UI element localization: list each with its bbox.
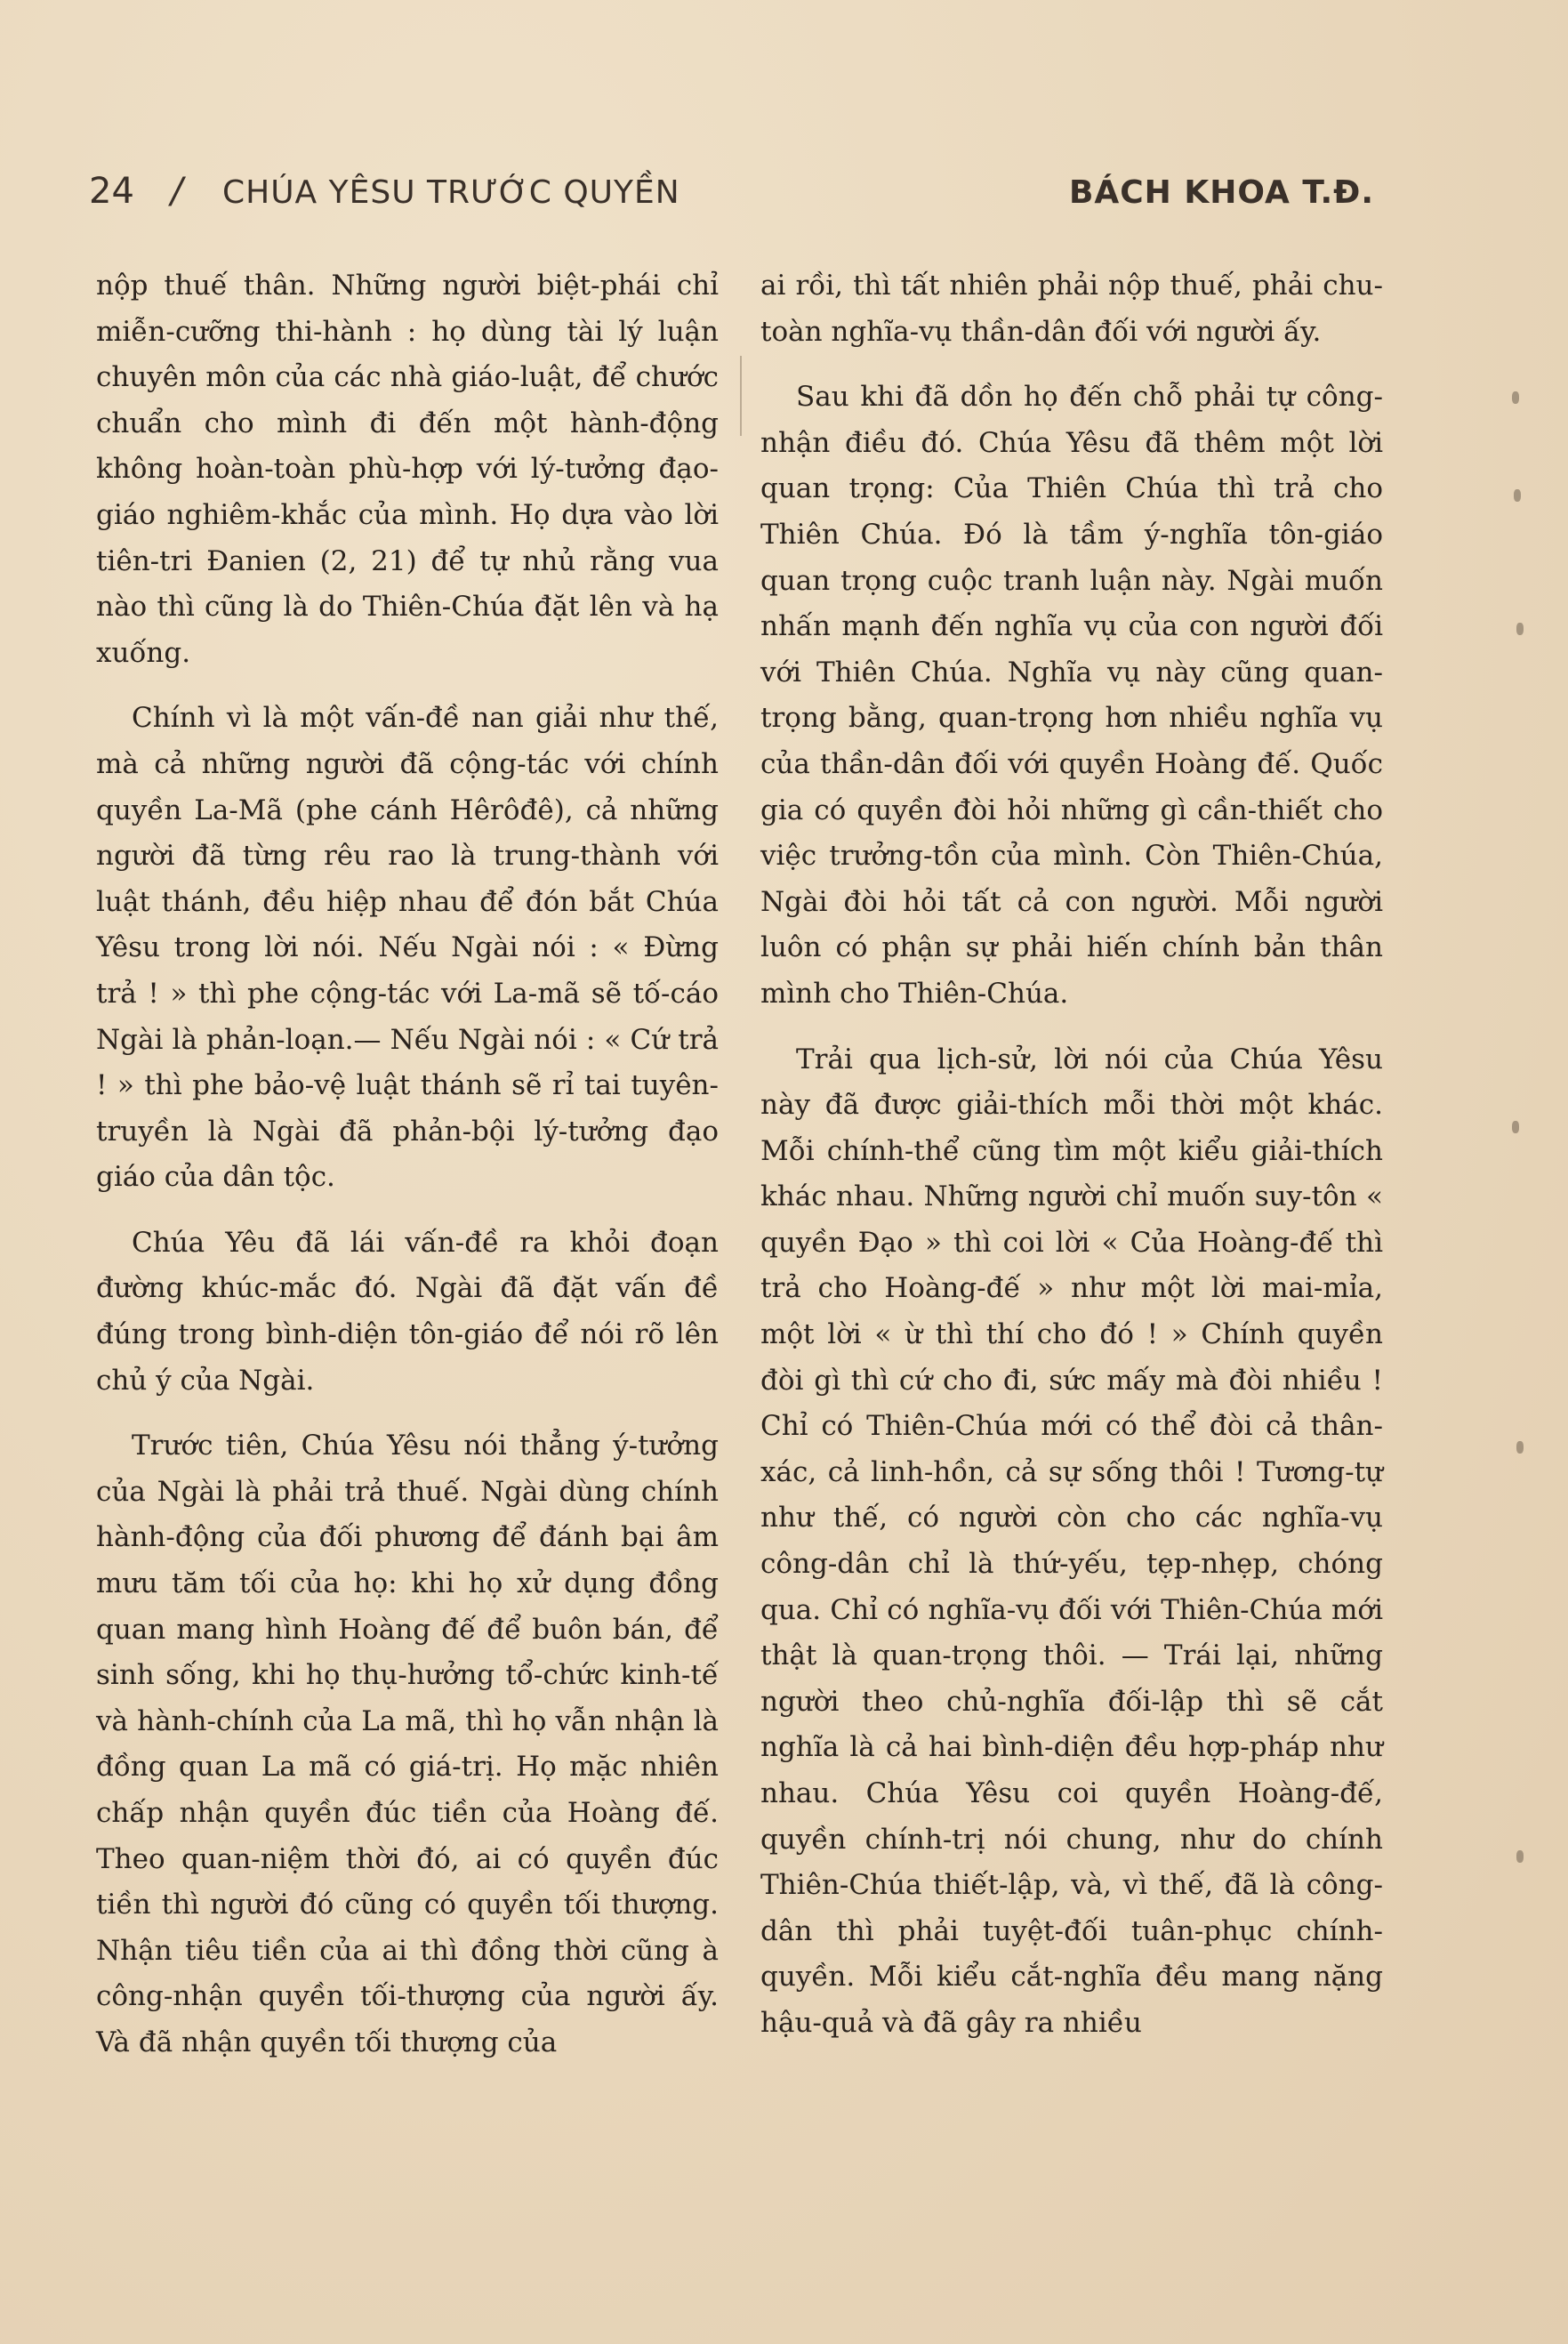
- left-column: [96, 263, 719, 2066]
- paper-speck: [1514, 489, 1521, 502]
- header-separator: /: [171, 171, 183, 212]
- paper-speck: [1512, 1121, 1519, 1133]
- paragraph: ai rồi, thì tất nhiên phải nộp thuế, phải chu-toàn nghĩa-vụ thần-dân đối với người ấy.: [760, 270, 1383, 348]
- paper-speck: [1516, 1850, 1524, 1863]
- right-column: [760, 263, 1383, 2047]
- page-header: [89, 171, 1374, 224]
- running-title: CHÚA YÊSU TRƯỚC QUYỀN: [222, 174, 680, 211]
- page-crease: [740, 356, 742, 436]
- paper-speck: [1512, 391, 1519, 404]
- paragraph: Trải qua lịch-sử, lời nói của Chúa Yêsu này đã được giải-thích mỗi thời một khác. Mỗi chính-thể cũng tìm một kiểu giải-thích khác nhau. Những người chỉ muốn suy-tôn « quyền Đạo » thì coi lời « Của Hoàng-đế thì trả cho Hoàng-đế » như một lời mai-mỉa, một lời « ừ thì thí cho đó ! » Chính quyền đòi gì thì cứ cho đi, sức mấy mà đòi nhiều ! Chỉ có Thiên-Chúa mới có thể đòi cả thân-xác, cả linh-hồn, cả sự sống thôi ! Tương-tự như thế, có người còn cho các nghĩa-vụ công-dân chỉ là thứ-yếu, tẹp-nhẹp, chóng qua. Chỉ có nghĩa-vụ đối với Thiên-Chúa mới thật là quan-trọng thôi. — Trái lại, những người theo chủ-nghĩa đối-lập thì sẽ cắt nghĩa là cả hai bình-diện đều hợp-pháp như nhau. Chúa Yêsu coi quyền Hoàng-đế, quyền chính-trị nói chung, như do chính Thiên-Chúa thiết-lập, và, vì thế, đã là công-dân thì phải tuyệt-đối tuân-phục chính-quyền. Mỗi kiểu cắt-nghĩa đều mang nặng hậu-quả và đã gây ra nhiều: [760, 1043, 1383, 2039]
- paragraph: Sau khi đã dồn họ đến chỗ phải tự công-nhận điều đó. Chúa Yêsu đã thêm một lời quan trọng: Của Thiên Chúa thì trả cho Thiên Chúa. Đó là tầm ý-nghĩa tôn-giáo quan trọng cuộc tranh luận này. Ngài muốn nhấn mạnh đến nghĩa vụ của con người đối với Thiên Chúa. Nghĩa vụ này cũng quan-trọng bằng, quan-trọng hơn nhiều nghĩa vụ của thần-dân đối với quyền Hoàng đế. Quốc gia có quyền đòi hỏi những gì cần-thiết cho việc trưởng-tồn của mình. Còn Thiên-Chúa, Ngài đòi hỏi tất cả con người. Mỗi người luôn có phận sự phải hiến chính bản thân mình cho Thiên-Chúa.: [760, 381, 1383, 1010]
- journal-name: BÁCH KHOA T.Đ.: [1068, 174, 1374, 211]
- paragraph: Chính vì là một vấn-đề nan giải như thế, mà cả những người đã cộng-tác với chính quyền La-Mã (phe cánh Hêrôđê), cả những người đã từng rêu rao là trung-thành với luật thánh, đều hiệp nhau để đón bắt Chúa Yêsu trong lời nói. Nếu Ngài nói : « Đừng trả ! » thì phe cộng-tác với La-mã sẽ tố-cáo Ngài là phản-loạn.— Nếu Ngài nói : « Cứ trả ! » thì phe bảo-vệ luật thánh sẽ rỉ tai tuyên-truyền là Ngài đã phản-bội lý-tưởng đạo giáo của dân tộc.: [96, 702, 719, 1194]
- paper-speck: [1516, 623, 1524, 635]
- paragraph: Chúa Yêu đã lái vấn-đề ra khỏi đoạn đường khúc-mắc đó. Ngài đã đặt vấn đề đúng trong bình-diện tôn-giáo để nói rõ lên chủ ý của Ngài.: [96, 1226, 719, 1397]
- paragraph: nộp thuế thân. Những người biệt-phái chỉ miễn-cưỡng thi-hành : họ dùng tài lý luận chuyên môn của các nhà giáo-luật, để chước chuẩn cho mình đi đến một hành-động không hoàn-toàn phù-hợp với lý-tưởng đạo-giáo nghiêm-khắc của mình. Họ dựa vào lời tiên-tri Đanien (2, 21) để tự nhủ rằng vua nào thì cũng là do Thiên-Chúa đặt lên và hạ xuống.: [96, 270, 719, 669]
- paper-speck: [1516, 1441, 1524, 1454]
- paragraph: Trước tiên, Chúa Yêsu nói thẳng ý-tưởng của Ngài là phải trả thuế. Ngài dùng chính hành-động của đối phương để đánh bại âm mưu tăm tối của họ: khi họ xử dụng đồng quan mang hình Hoàng đế để buôn bán, để sinh sống, khi họ thụ-hưởng tổ-chức kinh-tế và hành-chính của La mã, thì họ vẫn nhận là đồng quan La mã có giá-trị. Họ mặc nhiên chấp nhận quyền đúc tiền của Hoàng đế. Theo quan-niệm thời đó, ai có quyền đúc tiền thì người đó cũng có quyền tối thượng. Nhận tiêu tiền của ai thì đồng thời cũng à công-nhận quyền tối-thượng của người ấy. Và đã nhận quyền tối thượng của: [96, 1430, 719, 2058]
- page-number: 24: [89, 171, 134, 212]
